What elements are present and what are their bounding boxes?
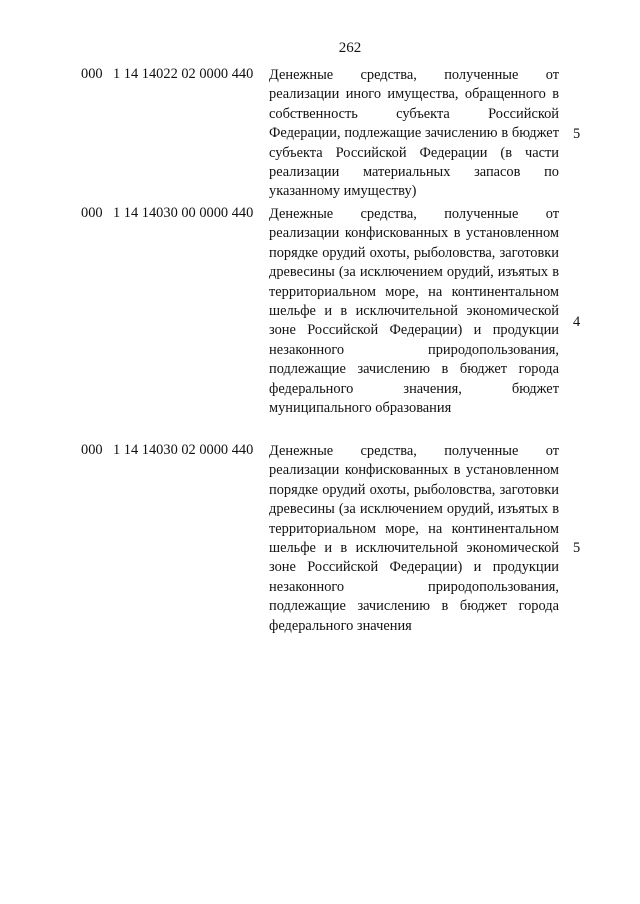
code-income: 1 14 14022 02 0000 440	[113, 66, 254, 82]
code-admin: 000	[81, 66, 103, 82]
code-income: 1 14 14030 02 0000 440	[113, 442, 254, 458]
income-description: Денежные средства, полученные от реализации конфискованных в установленном порядке орудий охоты, рыболовства, заготовки древесины (за исключением орудий, изъятых в территориальном море, на континентальном шельфе и в исключительной экономической зоне Российской Федерации) и продукции незаконного природопользования, подлежащие зачислению в бюджет города федерального значения	[269, 443, 559, 634]
level-number: 5	[573, 126, 581, 142]
income-description: Денежные средства, полученные от реализации иного имущества, обращенного в собственность субъекта Российской Федерации, подлежащие зачислению в бюджет субъекта Российской Федерации (в части реализации материальных запасов по указанному имуществу)	[269, 67, 559, 200]
code-income: 1 14 14030 00 0000 440	[113, 205, 254, 221]
level-number: 4	[573, 314, 581, 330]
code-admin: 000	[81, 442, 103, 458]
page-number: 262	[338, 40, 362, 56]
code-admin: 000	[81, 205, 103, 221]
income-description: Денежные средства, полученные от реализации конфискованных в установленном порядке орудий охоты, рыболовства, заготовки древесины (за исключением орудий, изъятых в территориальном море, на континентальном шельфе и в исключительной экономической зоне Российской Федерации) и продукции незаконного природопользования, подлежащие зачислению в бюджет города федерального значения, бюджет муниципального образования	[269, 206, 559, 417]
level-number: 5	[573, 540, 581, 556]
